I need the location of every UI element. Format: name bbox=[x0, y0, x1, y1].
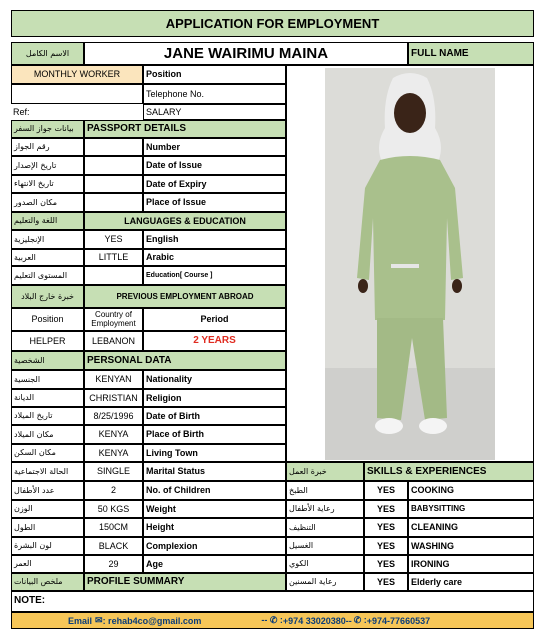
email-icon: ✉ bbox=[95, 615, 103, 625]
footer-bar bbox=[11, 612, 534, 629]
dob-value: 8/25/1996 bbox=[84, 407, 143, 425]
living-town-label: Living Town bbox=[143, 444, 286, 462]
salary-label: SALARY bbox=[143, 104, 286, 120]
children-label: No. of Children bbox=[143, 481, 286, 500]
passport-expiry-value bbox=[84, 175, 143, 193]
age-label: Age bbox=[143, 555, 286, 573]
english-label: English bbox=[143, 230, 286, 249]
religion-value: CHRISTIAN bbox=[84, 389, 143, 407]
profile-arabic-heading: ملخص البيانات bbox=[11, 573, 84, 591]
nationality-arabic: الجنسية bbox=[11, 370, 84, 389]
passport-expiry-label: Date of Expiry bbox=[143, 175, 286, 193]
passport-number-label: Number bbox=[143, 138, 286, 156]
phone-1: +974 33020380-- bbox=[282, 615, 352, 626]
english-value: YES bbox=[84, 230, 143, 249]
education-label: Education[ Course ] bbox=[143, 266, 286, 285]
employment-arabic-heading: خبرة خارج البلاد bbox=[11, 285, 84, 308]
ref-label: Ref: bbox=[13, 106, 30, 117]
washing-arabic: الغسيل bbox=[286, 537, 364, 555]
passport-place-arabic: مكان الصدور bbox=[11, 193, 84, 212]
skills-arabic-heading: خبرة العمل bbox=[286, 462, 364, 481]
age-value: 29 bbox=[84, 555, 143, 573]
phone-icon-2: ✆ : bbox=[353, 615, 367, 625]
elderly-care-label: Elderly care bbox=[408, 573, 534, 591]
languages-heading: LANGUAGES & EDUCATION bbox=[84, 212, 286, 230]
ironing-value: YES bbox=[364, 555, 408, 573]
english-arabic: الإنجليزية bbox=[11, 230, 84, 249]
employment-country-header: Country of Employment bbox=[84, 308, 143, 331]
nationality-value: KENYAN bbox=[84, 370, 143, 389]
living-town-arabic: مكان السكن bbox=[11, 444, 84, 462]
washing-value: YES bbox=[364, 537, 408, 555]
position-value: MONTHLY WORKER bbox=[11, 65, 143, 84]
weight-arabic: الوزن bbox=[11, 500, 84, 518]
employment-position-header: Position bbox=[11, 308, 84, 331]
employment-heading: PREVIOUS EMPLOYMENT ABROAD bbox=[84, 285, 286, 308]
weight-label: Weight bbox=[143, 500, 286, 518]
employment-position-value: HELPER bbox=[11, 331, 84, 351]
babysitting-arabic: رعاية الأطفال bbox=[286, 500, 364, 518]
cooking-value: YES bbox=[364, 481, 408, 500]
education-arabic: المستوى التعليم bbox=[11, 266, 84, 285]
weight-value: 50 KGS bbox=[84, 500, 143, 518]
email-label: Email bbox=[68, 615, 93, 626]
babysitting-label: BABYSITTING bbox=[408, 500, 534, 518]
marital-arabic: الحالة الاجتماعية bbox=[11, 462, 84, 481]
complexion-label: Complexion bbox=[143, 537, 286, 555]
dob-arabic: تاريخ الميلاد bbox=[11, 407, 84, 425]
form-title: APPLICATION FOR EMPLOYMENT bbox=[11, 10, 534, 37]
personal-heading: PERSONAL DATA bbox=[84, 351, 286, 370]
age-arabic: العمر bbox=[11, 555, 84, 573]
cooking-arabic: الطبخ bbox=[286, 481, 364, 500]
skills-heading: SKILLS & EXPERIENCES bbox=[364, 462, 534, 481]
ironing-arabic: الكوي bbox=[286, 555, 364, 573]
cooking-label: COOKING bbox=[408, 481, 534, 500]
children-arabic: عدد الأطفال bbox=[11, 481, 84, 500]
nationality-label: Nationality bbox=[143, 370, 286, 389]
marital-value: SINGLE bbox=[84, 462, 143, 481]
telephone-value bbox=[11, 84, 143, 104]
note-label: NOTE: bbox=[11, 591, 534, 612]
passport-heading: PASSPORT DETAILS bbox=[84, 120, 286, 138]
passport-place-value bbox=[84, 193, 143, 212]
passport-issue-arabic: تاريخ الإصدار bbox=[11, 156, 84, 175]
passport-place-label: Place of Issue bbox=[143, 193, 286, 212]
babysitting-value: YES bbox=[364, 500, 408, 518]
dob-label: Date of Birth bbox=[143, 407, 286, 425]
pob-arabic: مكان الميلاد bbox=[11, 425, 84, 444]
employment-period-value: 2 YEARS bbox=[143, 331, 286, 351]
passport-number-value bbox=[84, 138, 143, 156]
children-value: 2 bbox=[84, 481, 143, 500]
profile-heading: PROFILE SUMMARY bbox=[84, 573, 286, 591]
religion-arabic: الديانة bbox=[11, 389, 84, 407]
phone-icon-1: -- ✆ : bbox=[261, 615, 283, 625]
height-value: 150CM bbox=[84, 518, 143, 537]
passport-arabic-heading: بيانات جواز السفر bbox=[11, 120, 84, 138]
elderly-care-arabic: رعاية المسنين bbox=[286, 573, 364, 591]
photo-frame bbox=[286, 65, 534, 462]
passport-issue-value bbox=[84, 156, 143, 175]
phone-2: +974-77660537 bbox=[366, 615, 431, 626]
arabic-lang-label: Arabic bbox=[143, 249, 286, 266]
personal-arabic-heading: الشخصية bbox=[11, 351, 84, 370]
pob-value: KENYA bbox=[84, 425, 143, 444]
passport-expiry-arabic: تاريخ الانتهاء bbox=[11, 175, 84, 193]
complexion-arabic: لون البشرة bbox=[11, 537, 84, 555]
passport-number-arabic: رقم الجواز bbox=[11, 138, 84, 156]
arabic-lang-value: LITTLE bbox=[84, 249, 143, 266]
full-name-arabic-label: الاسم الكامل bbox=[11, 42, 84, 65]
cleaning-label: CLEANING bbox=[408, 518, 534, 537]
height-arabic: الطول bbox=[11, 518, 84, 537]
marital-label: Marital Status bbox=[143, 462, 286, 481]
pob-label: Place of Birth bbox=[143, 425, 286, 444]
cleaning-value: YES bbox=[364, 518, 408, 537]
email-address: : rehab4co@gmail.com bbox=[102, 615, 202, 626]
living-town-value: KENYA bbox=[84, 444, 143, 462]
religion-label: Religion bbox=[143, 389, 286, 407]
passport-issue-label: Date of Issue bbox=[143, 156, 286, 175]
telephone-label: Telephone No. bbox=[143, 84, 286, 104]
applicant-photo bbox=[325, 68, 495, 460]
elderly-care-value: YES bbox=[364, 573, 408, 591]
arabic-lang-arabic: العربية bbox=[11, 249, 84, 266]
cleaning-arabic: التنظيف bbox=[286, 518, 364, 537]
height-label: Height bbox=[143, 518, 286, 537]
position-label: Position bbox=[143, 65, 286, 84]
complexion-value: BLACK bbox=[84, 537, 143, 555]
languages-arabic-heading: اللغة والتعليم bbox=[11, 212, 84, 230]
education-value bbox=[84, 266, 143, 285]
full-name-label: FULL NAME bbox=[408, 42, 534, 65]
employment-country-value: LEBANON bbox=[84, 331, 143, 351]
washing-label: WASHING bbox=[408, 537, 534, 555]
full-name-value: JANE WAIRIMU MAINA bbox=[84, 42, 408, 65]
ironing-label: IRONING bbox=[408, 555, 534, 573]
employment-period-header: Period bbox=[143, 308, 286, 331]
